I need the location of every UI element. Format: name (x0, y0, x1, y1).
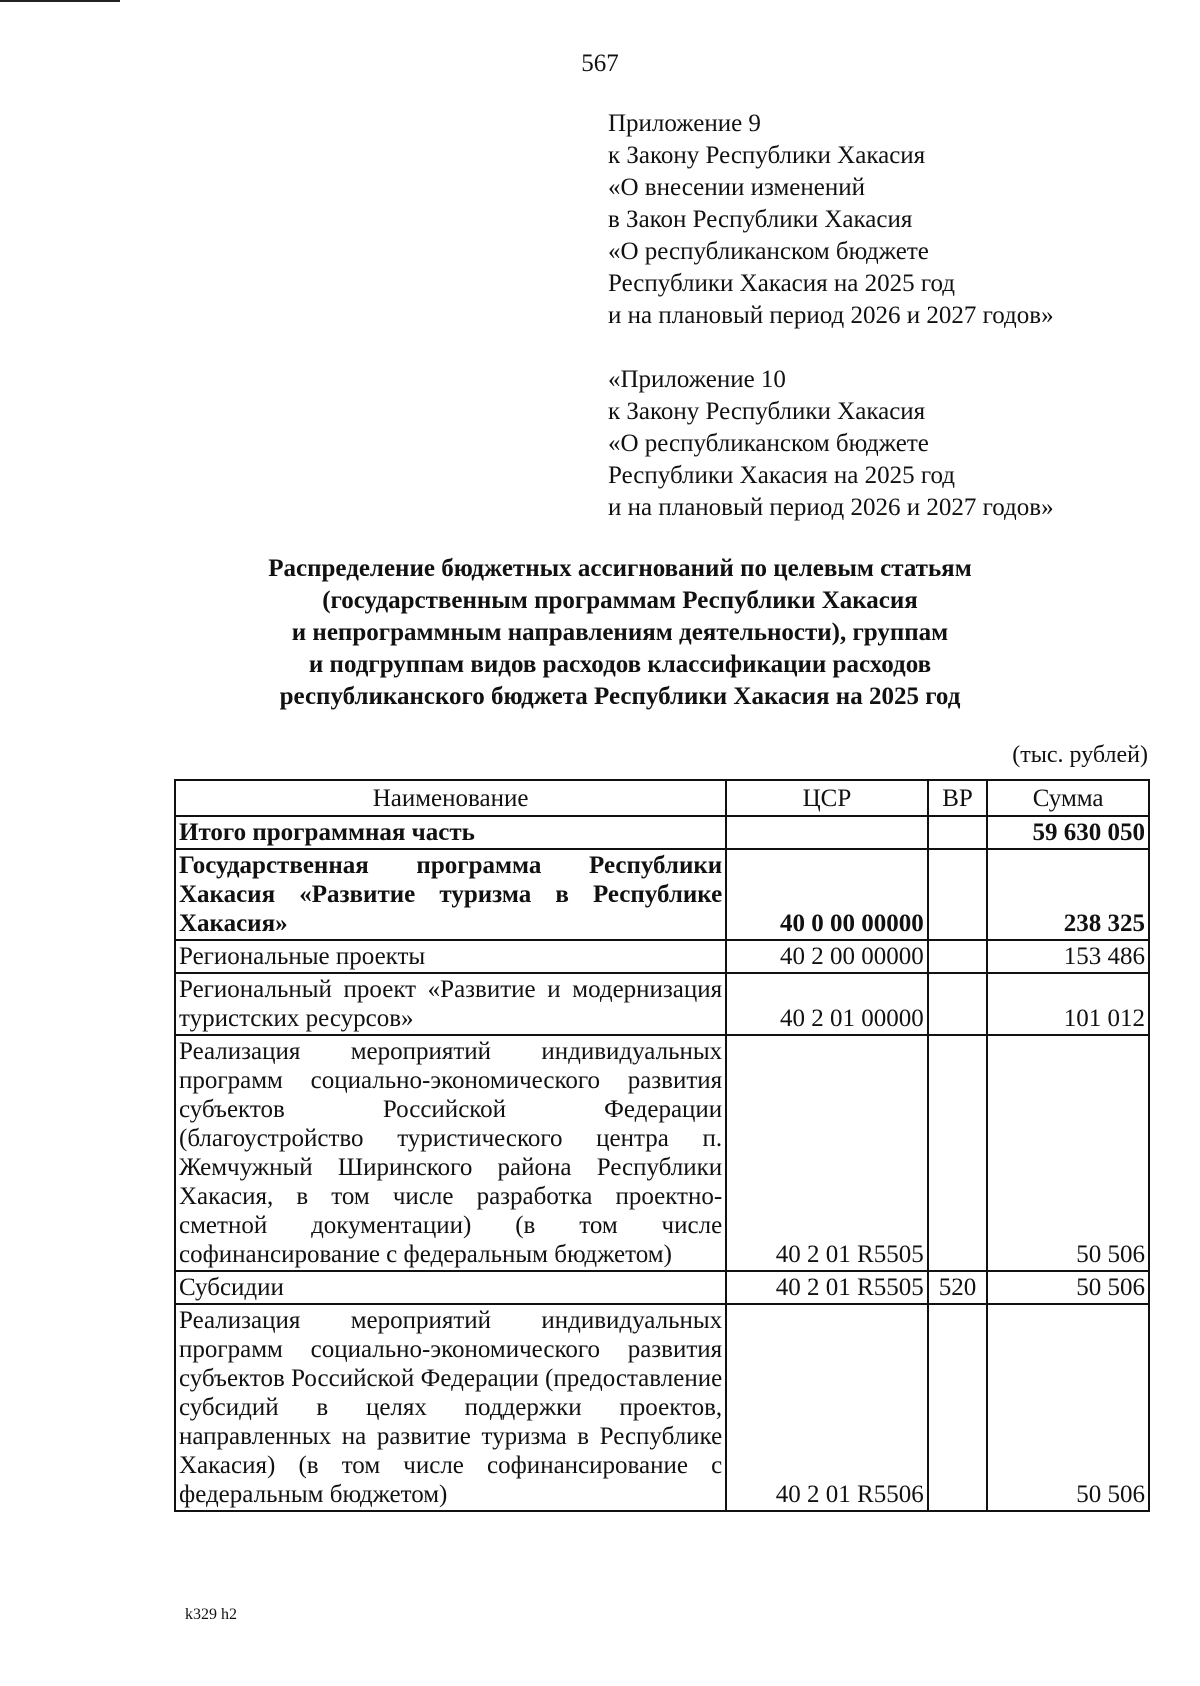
row-vr (928, 1035, 988, 1271)
row-sum: 101 012 (987, 973, 1149, 1035)
appendix-10-header (608, 364, 1054, 524)
appendix-line: к Закону Республики Хакасия (608, 142, 926, 169)
table-row (175, 816, 1149, 849)
title-line: и подгруппам видов расходов классификации расходов (308, 651, 932, 678)
table-row (175, 849, 1149, 940)
appendix-9-header (608, 108, 1054, 332)
row-name: Региональный проект «Развитие и модернизация туристских ресурсов» (175, 973, 726, 1035)
row-csr: 40 2 01 00000 (726, 973, 928, 1035)
title-line: Распределение бюджетных ассигнований по целевым статьям (268, 555, 972, 582)
title-line: и непрограммным направлениям деятельности), группам (291, 619, 949, 646)
appendix-line: Республики Хакасия на 2025 год (608, 270, 956, 297)
header-sum: Сумма (987, 780, 1149, 816)
title-line: (государственным программам Республики Хакасия (322, 587, 918, 614)
row-csr: 40 2 01 R5505 (726, 1271, 928, 1304)
header-vr: ВР (928, 780, 988, 816)
row-csr: 40 2 01 R5505 (726, 1035, 928, 1271)
row-sum: 50 506 (987, 1304, 1149, 1511)
row-sum: 238 325 (987, 849, 1149, 940)
header-name: Наименование (175, 780, 726, 816)
appendix-line: «О республиканском бюджете (608, 238, 929, 265)
title-line: республиканского бюджета Республики Хакасия на 2025 год (279, 683, 961, 710)
row-vr (928, 816, 988, 849)
row-vr: 520 (928, 1271, 988, 1304)
appendix-line: к Закону Республики Хакасия (608, 398, 926, 425)
row-name: Реализация мероприятий индивидуальных программ социально-экономического развития субъектов Российской Федерации (благоустройство туристического центра п. Жемчужный Ширинского района Республики Хакасия, в том числе разработка проектно-сметной документации) (в том числе софинансирование с федеральным бюджетом) (175, 1035, 726, 1271)
row-vr (928, 849, 988, 940)
units-label: (тыс. рублей) (1012, 742, 1148, 768)
page-number: 567 (581, 50, 619, 77)
appendix-line: «О республиканском бюджете (608, 430, 929, 457)
appendix-line: «О внесении изменений (608, 174, 866, 201)
row-vr (928, 1304, 988, 1511)
document-title (120, 553, 1120, 713)
row-name: Итого программная часть (175, 816, 726, 849)
row-sum: 59 630 050 (987, 816, 1149, 849)
row-vr (928, 940, 988, 973)
appendix-line: Приложение 9 (608, 110, 761, 137)
table-row (175, 1304, 1149, 1511)
appendix-line: и на плановый период 2026 и 2027 годов» (608, 302, 1054, 329)
row-csr: 40 0 00 00000 (726, 849, 928, 940)
row-vr (928, 973, 988, 1035)
scan-edge-mark (0, 0, 120, 2)
appendix-line: и на плановый период 2026 и 2027 годов» (608, 494, 1054, 521)
row-csr: 40 2 00 00000 (726, 940, 928, 973)
appendix-line: Республики Хакасия на 2025 год (608, 462, 956, 489)
table-row (175, 973, 1149, 1035)
row-name: Государственная программа Республики Хакасия «Развитие туризма в Республике Хакасия» (175, 849, 726, 940)
row-name: Субсидии (175, 1271, 726, 1304)
appendix-line: в Закон Республики Хакасия (608, 206, 913, 233)
table-row (175, 1271, 1149, 1304)
row-csr: 40 2 01 R5506 (726, 1304, 928, 1511)
row-sum: 50 506 (987, 1271, 1149, 1304)
header-csr: ЦСР (726, 780, 928, 816)
appendix-line: «Приложение 10 (608, 366, 786, 393)
table-header-row (175, 780, 1149, 816)
row-sum: 50 506 (987, 1035, 1149, 1271)
footer-code: k329 h2 (185, 1606, 237, 1623)
budget-table (174, 779, 1150, 1512)
row-sum: 153 486 (987, 940, 1149, 973)
row-csr (726, 816, 928, 849)
table-row (175, 1035, 1149, 1271)
table-row (175, 940, 1149, 973)
row-name: Реализация мероприятий индивидуальных программ социально-экономического развития субъектов Российской Федерации (предоставление субсидий в целях поддержки проектов, направленных на развитие туризма в Республике Хакасия) (в том числе софинансирование с федеральным бюджетом) (175, 1304, 726, 1511)
row-name: Региональные проекты (175, 940, 726, 973)
